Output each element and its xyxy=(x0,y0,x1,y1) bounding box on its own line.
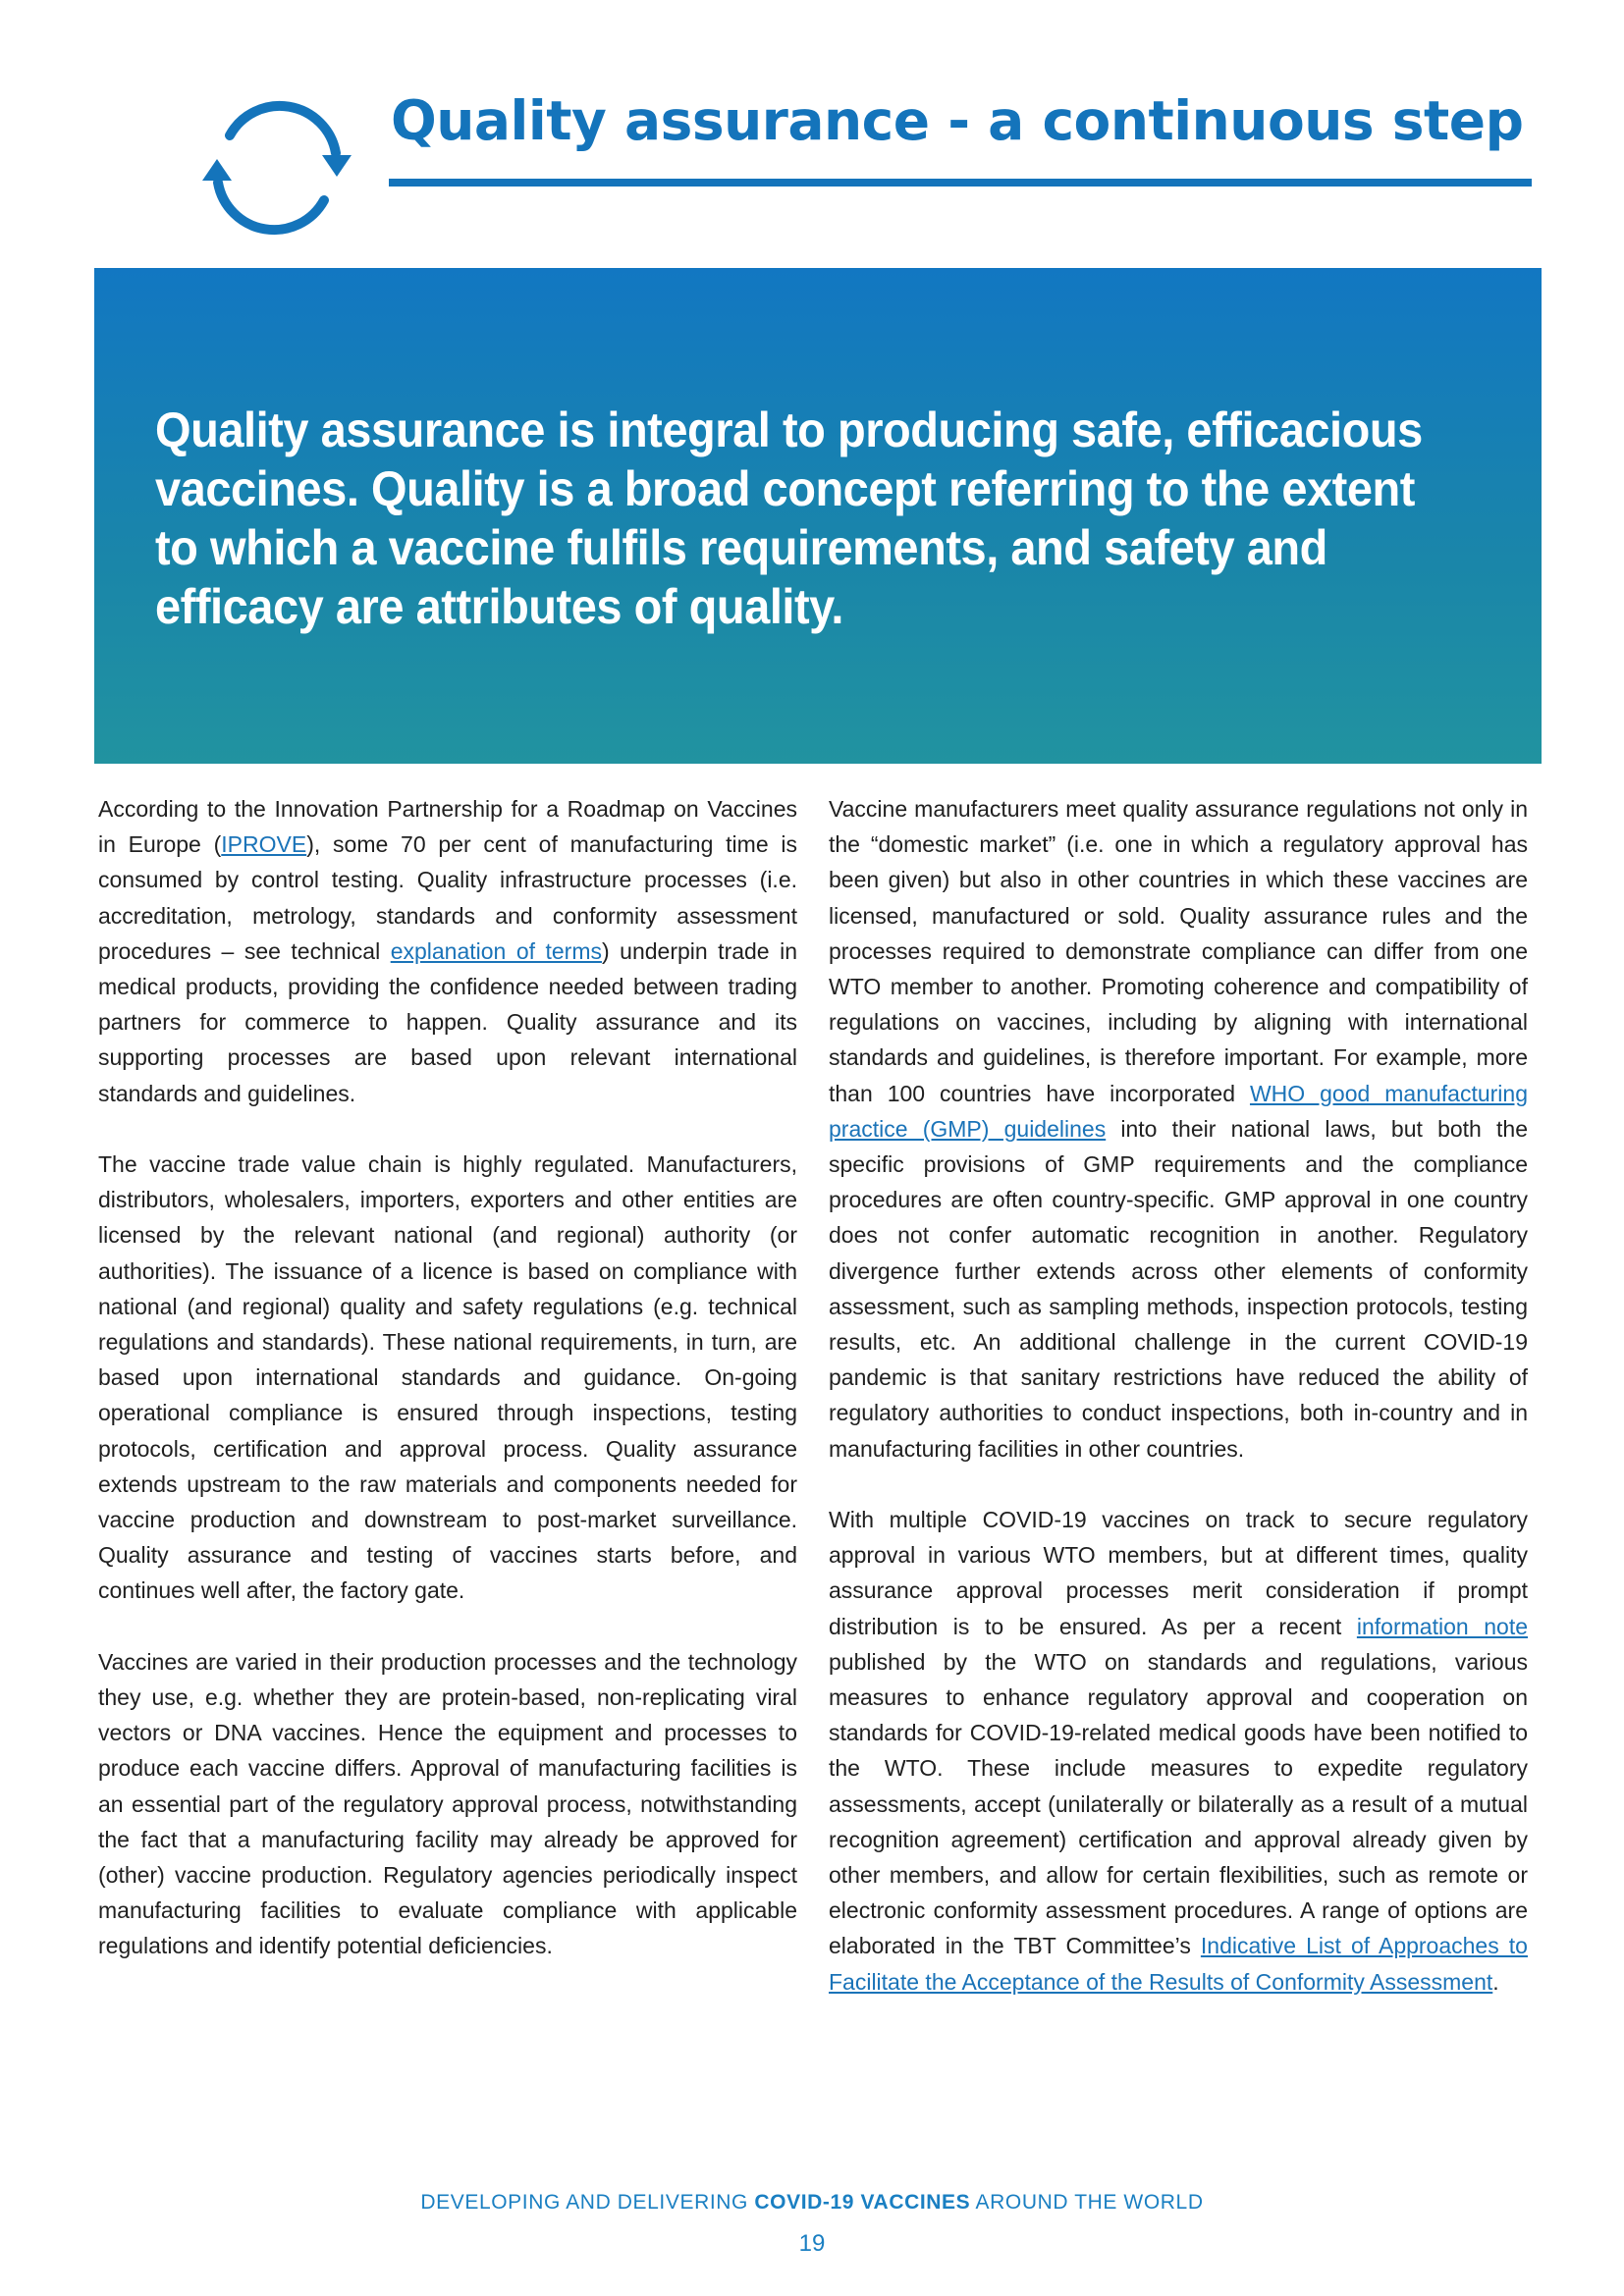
footer-bold: COVID-19 VACCINES xyxy=(754,2191,971,2214)
footer-title xyxy=(0,2191,1624,2215)
footer-post: AROUND THE WORLD xyxy=(970,2191,1204,2214)
highlight-banner xyxy=(94,268,1542,764)
right-paragraph-2 xyxy=(829,1502,1528,2000)
information-note-link[interactable]: information note xyxy=(1356,1613,1528,1639)
page-header xyxy=(0,0,1624,255)
footer-pre: DEVELOPING AND DELIVERING xyxy=(420,2191,755,2214)
who-gmp-guidelines-link[interactable]: WHO good manufacturing practice (GMP) guidelines xyxy=(829,1080,1528,1142)
right-column xyxy=(829,791,1528,2035)
iprove-link[interactable]: IPROVE xyxy=(221,831,307,858)
text-run: According to the Innovation Partnership for a Roadmap on Vaccines in Europe ( xyxy=(98,796,797,858)
cycle-arrows-icon xyxy=(192,94,361,241)
text-run: ) underpin trade in medical products, providing the confidence needed between trading partners for commerce to happen. Quality assurance and its supporting processes are based upon relevant international standards and guidelines. xyxy=(98,937,797,1106)
text-run: into their national laws, but both the specific provisions of GMP requirements and the compliance procedures are often country-specific. GMP approval in one country does not confer automatic recognition in another. Regulatory divergence further extends across other elements of conformity assessment, such as sampling methods, inspection protocols, testing results, etc. An additional challenge in the current COVID-19 pandemic is that sanitary restrictions have reduced the ability of regulatory authorities to conduct inspections, both in-country and in manufacturing facilities in other countries. xyxy=(829,1115,1528,1462)
explanation-of-terms-link[interactable]: explanation of terms xyxy=(390,937,603,964)
text-run: With multiple COVID-19 vaccines on track to secure regulatory approval in various WTO members, but at different times, quality assurance approval processes merit consideration if prompt distribution is to be ensured. As per a recent xyxy=(829,1507,1528,1639)
indicative-list-link[interactable]: Indicative List of Approaches to Facilitate the Acceptance of the Results of Conformity Assessment xyxy=(829,1933,1528,1995)
title-underline xyxy=(389,179,1532,187)
left-column xyxy=(98,791,797,2000)
left-paragraph-1 xyxy=(98,791,797,1111)
page-title: Quality assurance - a continuous step xyxy=(391,89,1524,152)
text-run: ), some 70 per cent of manufacturing time is consumed by control testing. Quality infrastructure processes (i.e. accreditation, metrology, standards and conformity assessment procedures – see technical xyxy=(98,831,797,964)
page-number: 19 xyxy=(798,2230,826,2257)
banner-text: Quality assurance is integral to producing safe, efficacious vaccines. Quality is a broad concept referring to the extent to which a vaccine fulfils requirements, and safety and efficacy are attributes of quality. xyxy=(155,402,1423,634)
left-paragraph-3: Vaccines are varied in their production processes and the technology they use, e.g. whether they are protein-based, non-replicating viral vectors or DNA vaccines. Hence the equipment and processes to produce each vaccine differs. Approval of manufacturing facilities is an essential part of the regulatory approval process, notwithstanding the fact that a manufacturing facility may already be approved for (other) vaccine production. Regulatory agencies periodically inspect manufacturing facilities to evaluate compliance with applicable regulations and identify potential deficiencies. xyxy=(98,1648,797,1959)
left-paragraph-2: The vaccine trade value chain is highly regulated. Manufacturers, distributors, wholesalers, importers, exporters and other entities are licensed by the relevant national (and regional) authority (or authorities). The issuance of a licence is based on compliance with national (and regional) quality and safety regulations (e.g. technical regulations and standards). These national requirements, in turn, are based upon international standards and guidance. On-going operational compliance is ensured through inspections, testing protocols, certification and approval process. Quality assurance extends upstream to the raw materials and components needed for vaccine production and downstream to post-market surveillance. Quality assurance and testing of vaccines starts before, and continues well after, the factory gate. xyxy=(98,1151,797,1604)
text-run: Vaccine manufacturers meet quality assurance regulations not only in the “domestic market” (i.e. one in which a regulatory approval has been given) but also in other countries in which these vaccines are licensed, manufactured or sold. Quality assurance rules and the processes required to demonstrate compliance can differ from one WTO member to another. Promoting coherence and compatibility of regulations on vaccines, including by aligning with international standards and guidelines, is therefore important. For example, more than 100 countries have incorporated xyxy=(829,796,1528,1106)
right-paragraph-1 xyxy=(829,791,1528,1467)
text-run: . xyxy=(1492,1968,1499,1995)
text-run: published by the WTO on standards and regulations, various measures to enhance regulatory approval and cooperation on standards for COVID-19-related medical goods have been notified to the WTO. These include measures to expedite regulatory assessments, accept (unilaterally or bilaterally as a result of a mutual recognition agreement) certification and approval already given by other members, and allow for certain flexibilities, such as remote or electronic conformity assessment procedures. A range of options are elaborated in the TBT Committee’s xyxy=(829,1648,1528,1959)
